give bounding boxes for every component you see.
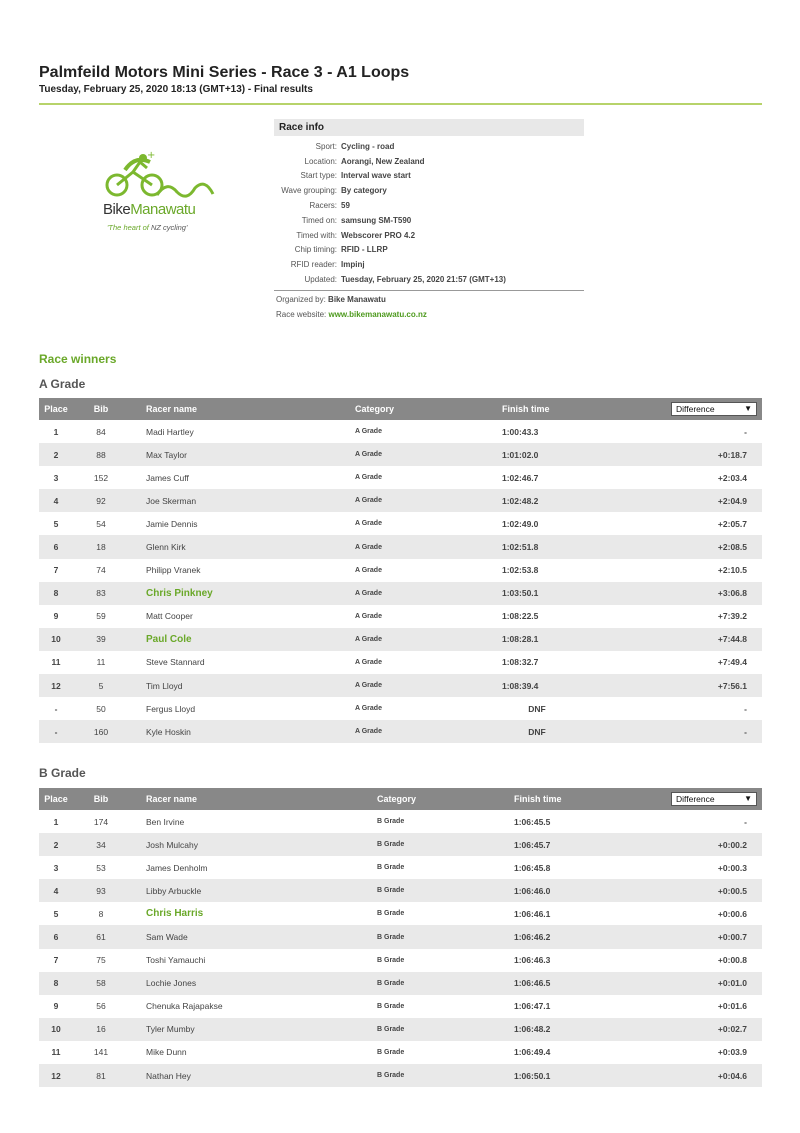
bib-cell: 59: [96, 611, 106, 622]
racer-name-cell: Ben Irvine: [146, 816, 185, 827]
bib-cell: 160: [93, 726, 109, 737]
racer-name-cell: Tim Lloyd: [146, 680, 183, 691]
difference-cell: +0:00.3: [717, 862, 747, 873]
racer-name-cell: Matt Cooper: [146, 611, 193, 622]
results-table-a: [39, 398, 762, 743]
race-info-row: [274, 228, 584, 243]
place-cell: 3: [53, 862, 59, 873]
race-info-value: Impinj: [341, 260, 365, 270]
page-title: Palmfeild Motors Mini Series - Race 3 - A1 Loops: [39, 64, 410, 81]
difference-select[interactable]: Difference ▼: [671, 792, 757, 806]
table-header: [39, 398, 762, 420]
racer-name-cell: Kyle Hoskin: [146, 726, 191, 737]
bib-cell: 53: [96, 862, 106, 873]
category-cell: B Grade: [377, 1002, 405, 1010]
bib-cell: 93: [96, 885, 106, 896]
page-subtitle: Tuesday, February 25, 2020 18:13 (GMT+13) - Final results: [39, 84, 313, 95]
difference-cell: +2:03.4: [717, 472, 747, 483]
race-info-row: [274, 213, 584, 228]
race-info-value: RFID - LLRP: [341, 245, 388, 255]
place-cell: 4: [53, 495, 59, 506]
difference-cell: +0:18.7: [717, 449, 747, 460]
finish-time-cell: 1:06:45.5: [514, 816, 551, 827]
race-website-link[interactable]: www.bikemanawatu.co.nz: [328, 310, 427, 319]
race-info-value: Interval wave start: [341, 171, 411, 181]
table-row: [39, 1041, 762, 1064]
place-cell: 12: [51, 680, 61, 691]
finish-time-cell: 1:06:48.2: [514, 1024, 551, 1035]
table-row: [39, 925, 762, 948]
difference-cell: +0:03.9: [717, 1047, 747, 1058]
race-winners-heading: Race winners: [39, 352, 117, 366]
dropdown-arrow-icon: ▼: [744, 404, 752, 413]
place-cell: 11: [51, 1047, 61, 1058]
bib-cell: 83: [96, 588, 106, 599]
table-row: [39, 674, 762, 697]
difference-cell: +2:05.7: [717, 518, 747, 529]
grade-title: B Grade: [39, 766, 86, 780]
place-cell: 1: [53, 426, 59, 437]
category-cell: B Grade: [377, 841, 405, 849]
racer-name-cell: Toshi Yamauchi: [146, 955, 206, 966]
table-row: [39, 879, 762, 902]
racer-name-cell: Glenn Kirk: [146, 542, 186, 553]
difference-cell: +2:10.5: [717, 565, 747, 576]
race-info-key: RFID reader:: [290, 260, 337, 270]
place-cell: 12: [51, 1070, 61, 1081]
racer-name-cell: Jamie Dennis: [146, 518, 198, 529]
finish-time-cell: 1:06:50.1: [514, 1070, 551, 1081]
race-info-value: By category: [341, 186, 387, 196]
finish-time-cell: 1:06:46.5: [514, 978, 551, 989]
racer-name-cell[interactable]: Chris Harris: [146, 908, 204, 920]
difference-cell: +0:04.6: [717, 1070, 747, 1081]
difference-cell: +0:00.8: [717, 955, 747, 966]
bib-cell: 92: [96, 495, 106, 506]
finish-time-cell: 1:06:46.0: [514, 885, 551, 896]
category-cell: A Grade: [355, 566, 382, 574]
category-cell: A Grade: [355, 635, 382, 643]
bib-cell: 152: [93, 472, 109, 483]
bib-cell: 74: [96, 565, 106, 576]
bib-cell: 18: [96, 542, 106, 553]
table-row: [39, 582, 762, 605]
bib-cell: 16: [96, 1024, 106, 1035]
col-finish-time: Finish time: [514, 794, 562, 804]
svg-text:+: +: [147, 150, 156, 161]
racer-name-cell: Tyler Mumby: [146, 1024, 195, 1035]
place-cell: 1: [53, 816, 59, 827]
racer-name-cell: Lochie Jones: [146, 978, 197, 989]
bib-cell: 50: [96, 703, 106, 714]
race-info-divider: [274, 290, 584, 291]
place-cell: -: [54, 703, 58, 714]
racer-name-cell: Josh Mulcahy: [146, 839, 198, 850]
race-info-row: [274, 169, 584, 184]
place-cell: 6: [53, 932, 59, 943]
racer-name-cell: Philipp Vranek: [146, 565, 201, 576]
bib-cell: 141: [93, 1047, 109, 1058]
col-category: Category: [355, 404, 395, 414]
place-cell: 5: [53, 908, 59, 919]
race-website: Race website: www.bikemanawatu.co.nz: [276, 310, 427, 319]
col-place: Place: [44, 404, 68, 414]
finish-time-cell: 1:00:43.3: [502, 426, 539, 437]
racer-name-cell: Joe Skerman: [146, 495, 197, 506]
race-info-value: Webscorer PRO 4.2: [341, 230, 416, 240]
race-info-key: Racers:: [309, 201, 337, 211]
table-row: [39, 1064, 762, 1087]
racer-name-cell: Fergus Lloyd: [146, 703, 196, 714]
table-row: [39, 628, 762, 651]
racer-name-cell: Sam Wade: [146, 932, 188, 943]
category-cell: A Grade: [355, 728, 382, 736]
category-cell: A Grade: [355, 520, 382, 528]
race-info-value: Tuesday, February 25, 2020 21:57 (GMT+13): [341, 275, 506, 285]
place-cell: 8: [53, 588, 59, 599]
col-bib: Bib: [93, 794, 109, 804]
place-cell: -: [54, 726, 58, 737]
difference-cell: +0:02.7: [717, 1024, 747, 1035]
category-cell: A Grade: [355, 589, 382, 597]
bib-cell: 34: [96, 839, 106, 850]
finish-time-cell: 1:08:39.4: [502, 680, 539, 691]
place-cell: 10: [51, 634, 61, 645]
category-cell: B Grade: [377, 979, 405, 987]
place-cell: 4: [53, 885, 59, 896]
difference-cell: +0:00.6: [717, 908, 747, 919]
race-info-key: Start type:: [300, 171, 337, 181]
finish-time-cell: 1:02:46.7: [502, 472, 539, 483]
difference-cell: +0:01.6: [717, 1001, 747, 1012]
race-info-key: Location:: [304, 156, 337, 166]
finish-time-cell: 1:06:45.7: [514, 839, 551, 850]
bib-cell: 39: [96, 634, 106, 645]
difference-cell: +7:56.1: [717, 680, 747, 691]
finish-time-cell: 1:06:46.3: [514, 955, 551, 966]
col-bib: Bib: [93, 404, 109, 414]
table-row: [39, 651, 762, 674]
dropdown-arrow-icon: ▼: [744, 794, 752, 803]
race-info-heading: Race info: [274, 119, 584, 136]
table-row: [39, 443, 762, 466]
results-table-b: [39, 788, 762, 1087]
logo-wordmark: BikeManawatu: [103, 201, 196, 218]
race-info-value: Cycling - road: [341, 141, 395, 151]
place-cell: 11: [51, 657, 61, 668]
table-row: [39, 856, 762, 879]
bib-cell: 174: [93, 816, 109, 827]
race-info-row: [274, 272, 584, 287]
table-row: [39, 489, 762, 512]
racer-name-cell: Libby Arbuckle: [146, 885, 202, 896]
table-row: [39, 535, 762, 558]
race-info-row: [274, 139, 584, 154]
place-cell: 9: [53, 611, 59, 622]
racer-name-cell: James Cuff: [146, 472, 189, 483]
difference-cell: +7:49.4: [717, 657, 747, 668]
category-cell: B Grade: [377, 956, 405, 964]
difference-cell: -: [744, 816, 747, 827]
finish-time-cell: 1:06:45.8: [514, 862, 551, 873]
race-info-key: Timed with:: [296, 230, 337, 240]
category-cell: A Grade: [355, 682, 382, 690]
organized-by: Organized by: Bike Manawatu: [276, 295, 386, 304]
table-row: [39, 466, 762, 489]
category-cell: A Grade: [355, 705, 382, 713]
bib-cell: 75: [96, 955, 106, 966]
racer-name-cell: Chenuka Rajapakse: [146, 1001, 223, 1012]
logo-tagline: 'The heart of NZ cycling': [107, 223, 188, 232]
finish-time-cell: 1:06:49.4: [514, 1047, 551, 1058]
bib-cell: 8: [98, 908, 104, 919]
category-cell: B Grade: [377, 1025, 405, 1033]
grade-title: A Grade: [39, 377, 86, 391]
table-row: [39, 605, 762, 628]
table-row: [39, 995, 762, 1018]
bib-cell: 61: [96, 932, 106, 943]
finish-time-cell: 1:06:46.1: [514, 908, 551, 919]
place-cell: 9: [53, 1001, 59, 1012]
difference-cell: +7:44.8: [717, 634, 747, 645]
finish-time-cell: DNF: [528, 726, 546, 737]
finish-time-cell: 1:06:47.1: [514, 1001, 551, 1012]
bib-cell: 84: [96, 426, 106, 437]
race-info-key: Sport:: [315, 141, 337, 151]
race-info-table: [274, 139, 584, 287]
difference-cell: -: [744, 726, 747, 737]
place-cell: 3: [53, 472, 59, 483]
category-cell: B Grade: [377, 1048, 405, 1056]
racer-name-cell: James Denholm: [146, 862, 208, 873]
finish-time-cell: 1:08:28.1: [502, 634, 539, 645]
difference-cell: +3:06.8: [717, 588, 747, 599]
finish-time-cell: 1:03:50.1: [502, 588, 539, 599]
col-racer-name: Racer name: [146, 794, 198, 804]
racer-name-cell[interactable]: Paul Cole: [146, 633, 192, 645]
racer-name-cell: Max Taylor: [146, 449, 187, 460]
bib-cell: 5: [98, 680, 104, 691]
finish-time-cell: 1:06:46.2: [514, 932, 551, 943]
place-cell: 7: [53, 955, 59, 966]
table-row: [39, 720, 762, 743]
difference-cell: +0:00.5: [717, 885, 747, 896]
table-row: [39, 559, 762, 582]
col-racer-name: Racer name: [146, 404, 198, 414]
category-cell: A Grade: [355, 428, 382, 436]
place-cell: 7: [53, 565, 59, 576]
place-cell: 2: [53, 449, 59, 460]
finish-time-cell: 1:08:22.5: [502, 611, 539, 622]
place-cell: 5: [53, 518, 59, 529]
table-row: [39, 420, 762, 443]
finish-time-cell: DNF: [528, 703, 546, 714]
category-cell: A Grade: [355, 658, 382, 666]
category-cell: B Grade: [377, 818, 405, 826]
race-info-row: [274, 257, 584, 272]
race-info-key: Chip timing:: [294, 245, 337, 255]
category-cell: A Grade: [355, 497, 382, 505]
race-info-value: samsung SM-T590: [341, 215, 412, 225]
col-place: Place: [44, 794, 68, 804]
race-info-value: Aorangi, New Zealand: [341, 156, 425, 166]
difference-cell: -: [744, 703, 747, 714]
race-info-row: [274, 243, 584, 258]
difference-cell: +2:08.5: [717, 542, 747, 553]
table-row: [39, 512, 762, 535]
difference-cell: +7:39.2: [717, 611, 747, 622]
difference-cell: +0:01.0: [717, 978, 747, 989]
difference-cell: +2:04.9: [717, 495, 747, 506]
racer-name-cell[interactable]: Chris Pinkney: [146, 587, 213, 599]
bib-cell: 54: [96, 518, 106, 529]
category-cell: B Grade: [377, 887, 405, 895]
category-cell: B Grade: [377, 1072, 405, 1080]
table-header: [39, 788, 762, 810]
table-row: [39, 697, 762, 720]
col-category: Category: [377, 794, 417, 804]
race-info-key: Timed on:: [301, 215, 337, 225]
bib-cell: 56: [96, 1001, 106, 1012]
title-divider: [39, 103, 762, 105]
table-row: [39, 972, 762, 995]
racer-name-cell: Madi Hartley: [146, 426, 194, 437]
difference-cell: -: [744, 426, 747, 437]
bib-cell: 88: [96, 449, 106, 460]
difference-select[interactable]: Difference ▼: [671, 402, 757, 416]
table-row: [39, 902, 762, 925]
racer-name-cell: Mike Dunn: [146, 1047, 187, 1058]
finish-time-cell: 1:08:32.7: [502, 657, 539, 668]
category-cell: A Grade: [355, 474, 382, 482]
racer-name-cell: Steve Stannard: [146, 657, 205, 668]
bib-cell: 11: [96, 657, 106, 668]
category-cell: A Grade: [355, 612, 382, 620]
place-cell: 8: [53, 978, 59, 989]
race-info-row: [274, 154, 584, 169]
difference-cell: +0:00.7: [717, 932, 747, 943]
race-info-key: Updated:: [304, 275, 337, 285]
bib-cell: 81: [96, 1070, 106, 1081]
finish-time-cell: 1:02:53.8: [502, 565, 539, 576]
racer-name-cell: Nathan Hey: [146, 1070, 191, 1081]
category-cell: B Grade: [377, 910, 405, 918]
col-finish-time: Finish time: [502, 404, 550, 414]
table-row: [39, 1018, 762, 1041]
place-cell: 6: [53, 542, 59, 553]
place-cell: 10: [51, 1024, 61, 1035]
race-info-row: [274, 198, 584, 213]
table-row: [39, 949, 762, 972]
bib-cell: 58: [96, 978, 106, 989]
race-info-row: [274, 183, 584, 198]
finish-time-cell: 1:02:48.2: [502, 495, 539, 506]
table-row: [39, 833, 762, 856]
finish-time-cell: 1:01:02.0: [502, 449, 539, 460]
race-info-key: Wave grouping:: [281, 186, 337, 196]
race-info-value: 59: [341, 201, 350, 211]
finish-time-cell: 1:02:49.0: [502, 518, 539, 529]
difference-cell: +0:00.2: [717, 839, 747, 850]
category-cell: A Grade: [355, 543, 382, 551]
category-cell: A Grade: [355, 451, 382, 459]
place-cell: 2: [53, 839, 59, 850]
category-cell: B Grade: [377, 933, 405, 941]
category-cell: B Grade: [377, 864, 405, 872]
finish-time-cell: 1:02:51.8: [502, 542, 539, 553]
table-row: [39, 810, 762, 833]
